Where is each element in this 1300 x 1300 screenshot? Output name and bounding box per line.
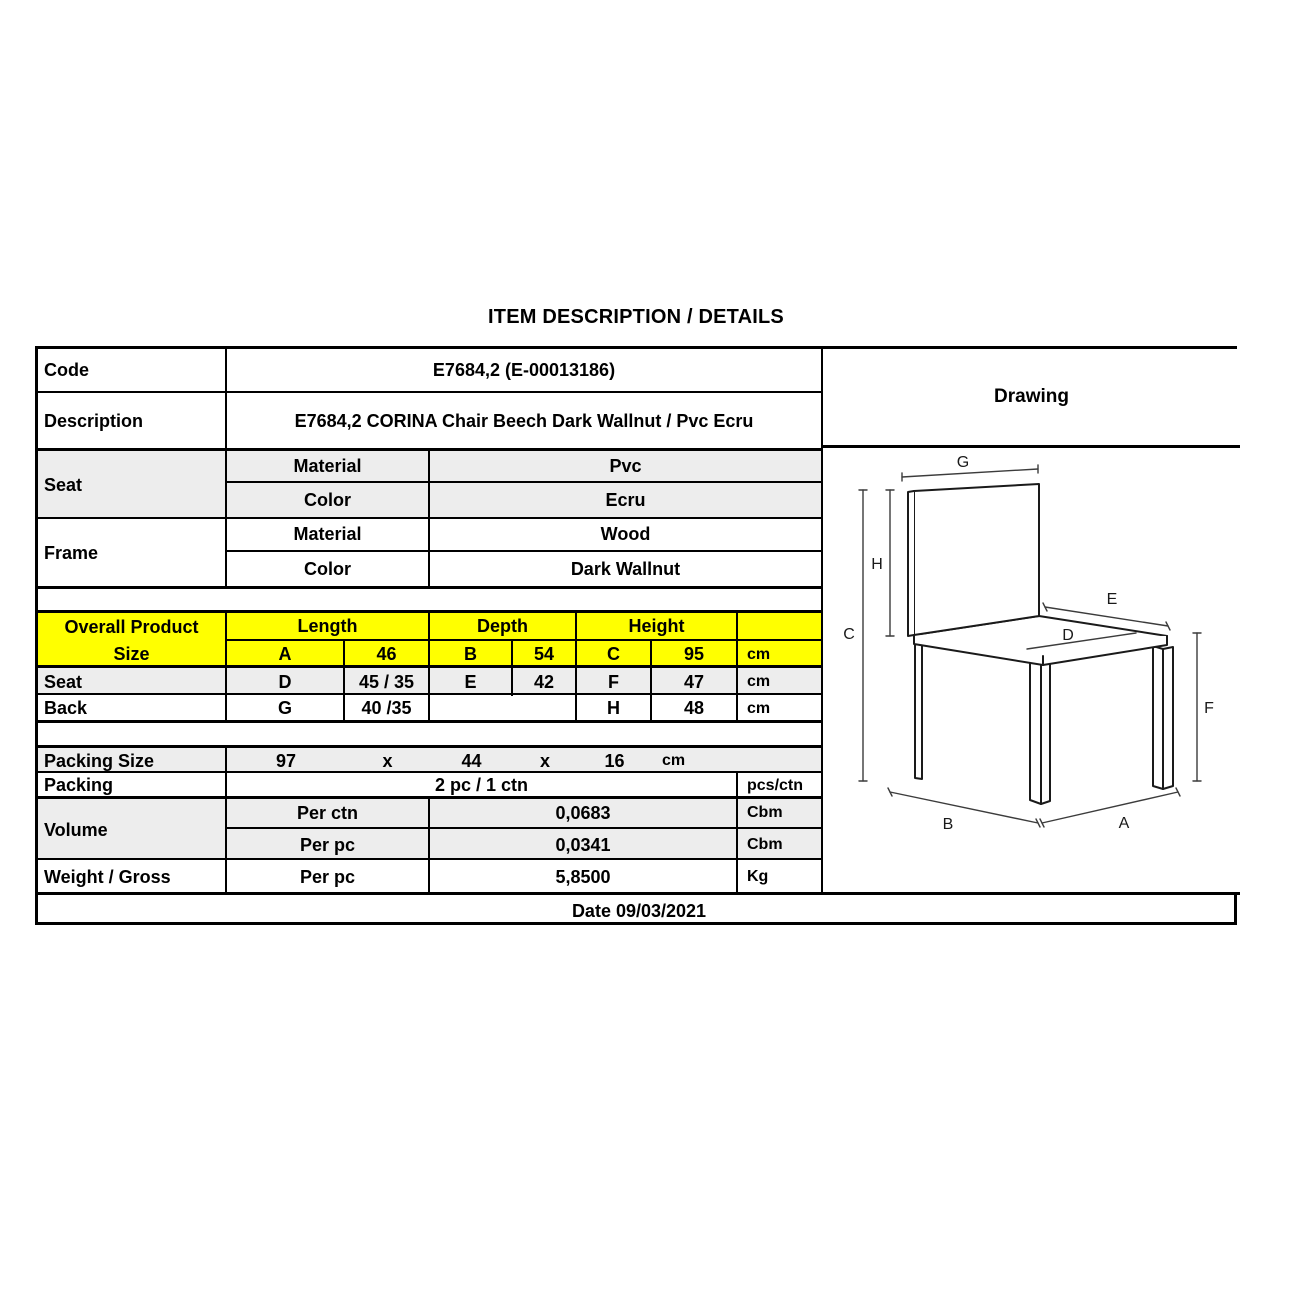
chair-right-leg [1153, 646, 1173, 789]
packing-label: Packing [44, 775, 114, 795]
packing-size-w: 44 [461, 750, 482, 771]
volume-pc-key: Per pc [225, 829, 428, 861]
dim-label-b: B [942, 816, 954, 833]
row-seat-color [225, 483, 821, 517]
row-frame-material [225, 519, 821, 552]
dim-line-f [1193, 633, 1201, 781]
back-dims-unit: cm [736, 695, 821, 722]
dim-d-letter: D [225, 668, 343, 696]
dim-line-a [1040, 788, 1180, 827]
page-title: ITEM DESCRIPTION / DETAILS [488, 306, 784, 328]
volume-label: Volume [44, 819, 108, 840]
frame-material-value: Wood [428, 519, 821, 550]
row-seat-material [225, 451, 821, 483]
row-seat-dims [38, 665, 821, 693]
frame-color-value: Dark Wallnut [428, 552, 821, 586]
dim-line-b [888, 788, 1040, 827]
overall-unit: cm [736, 641, 821, 668]
weight-value: 5,8500 [428, 860, 736, 894]
row-volume-ctn [225, 799, 821, 829]
spacer-row [38, 720, 821, 745]
packing-size-l: 97 [275, 750, 297, 771]
dim-line-c [859, 490, 867, 781]
dim-g-letter: G [225, 695, 343, 722]
seat-material-key: Material [225, 451, 428, 481]
date-value: Date 09/03/2021 [571, 901, 707, 921]
seat-label: Seat [44, 475, 83, 495]
row-weight [38, 858, 821, 892]
chair-technical-drawing [823, 448, 1242, 889]
back-depth-empty [428, 695, 575, 722]
dim-f-letter: F [575, 668, 650, 696]
overall-size-label [38, 613, 225, 668]
frame-material-key: Material [225, 519, 428, 550]
chair-backrest [908, 484, 1039, 636]
seat-color-value: Ecru [428, 483, 821, 517]
dim-g-value: 40 /35 [343, 695, 428, 722]
dim-e-letter: E [428, 668, 511, 696]
description-label: Description [44, 411, 144, 431]
packing-unit: pcs/ctn [736, 773, 821, 798]
packing-size-x1: x [382, 750, 393, 771]
spacer-row [38, 586, 821, 610]
overall-size-label-line1: Overall Product [64, 617, 199, 638]
dim-h-value: 48 [650, 695, 736, 722]
frame-label: Frame [44, 543, 99, 563]
section-overall-size [38, 610, 821, 665]
seat-material-value: Pvc [428, 451, 821, 481]
section-frame [38, 517, 821, 586]
header-depth: Depth [428, 613, 575, 639]
dim-d-value: 45 / 35 [343, 668, 428, 696]
volume-ctn-unit: Cbm [736, 799, 821, 827]
drawing-panel [821, 349, 1240, 892]
row-volume-pc [225, 829, 821, 861]
dim-e-value: 42 [511, 668, 575, 696]
seat-dims-unit: cm [736, 668, 821, 696]
dim-label-c: C [843, 626, 855, 643]
dim-label-d: D [1062, 627, 1074, 644]
row-code [38, 349, 821, 391]
spec-table [35, 346, 1237, 925]
seat-color-key: Color [225, 483, 428, 517]
dim-label-g: G [956, 454, 970, 471]
packing-size-label: Packing Size [44, 750, 155, 771]
seat-dims-label: Seat [44, 671, 83, 692]
frame-color-key: Color [225, 552, 428, 586]
dim-f-value: 47 [650, 668, 736, 696]
dim-label-h: H [871, 556, 883, 573]
weight-key: Per pc [225, 860, 428, 894]
header-unit-empty [736, 613, 821, 639]
row-frame-color [225, 552, 821, 586]
dim-c-value: 95 [650, 641, 736, 668]
description-value: E7684,2 CORINA Chair Beech Dark Wallnut / Pvc Ecru [225, 393, 821, 450]
spec-table-left [38, 349, 821, 892]
row-size-headers [225, 613, 821, 641]
packing-size-h: 16 [604, 750, 625, 771]
packing-size-unit: cm [662, 752, 686, 769]
row-packing [38, 771, 821, 796]
packing-size-value [225, 748, 821, 774]
section-seat [38, 448, 821, 517]
date-row [38, 892, 1240, 928]
dim-a-letter: A [225, 641, 343, 668]
packing-size-x2: x [539, 750, 550, 771]
row-packing-size [38, 745, 821, 771]
header-length: Length [225, 613, 428, 639]
volume-pc-value: 0,0341 [428, 829, 736, 861]
volume-ctn-value: 0,0683 [428, 799, 736, 827]
code-value: E7684,2 (E-00013186) [225, 349, 821, 391]
drawing-panel-title: Drawing [823, 349, 1240, 448]
packing-value: 2 pc / 1 ctn [225, 773, 736, 798]
dim-h-letter: H [575, 695, 650, 722]
chair-front-leg [1030, 659, 1050, 804]
row-size-overall [225, 641, 821, 668]
dim-c-letter: C [575, 641, 650, 668]
volume-pc-unit: Cbm [736, 829, 821, 861]
row-back-dims [38, 693, 821, 720]
dim-label-a: A [1118, 815, 1130, 832]
row-description [38, 391, 821, 448]
dim-line-h [886, 490, 894, 636]
dim-b-letter: B [428, 641, 511, 668]
dim-line-g [902, 465, 1038, 481]
dim-label-f: F [1204, 700, 1214, 717]
overall-size-label-line2: Size [113, 643, 150, 664]
weight-label: Weight / Gross [44, 866, 171, 887]
section-volume [38, 796, 821, 858]
header-height: Height [575, 613, 736, 639]
code-label: Code [44, 359, 89, 380]
weight-unit: Kg [736, 860, 821, 894]
back-dims-label: Back [44, 698, 88, 718]
chair-left-leg [915, 644, 922, 779]
dim-b-value: 54 [511, 641, 575, 668]
volume-ctn-key: Per ctn [225, 799, 428, 827]
dim-label-e: E [1106, 591, 1118, 608]
dim-a-value: 46 [343, 641, 428, 668]
